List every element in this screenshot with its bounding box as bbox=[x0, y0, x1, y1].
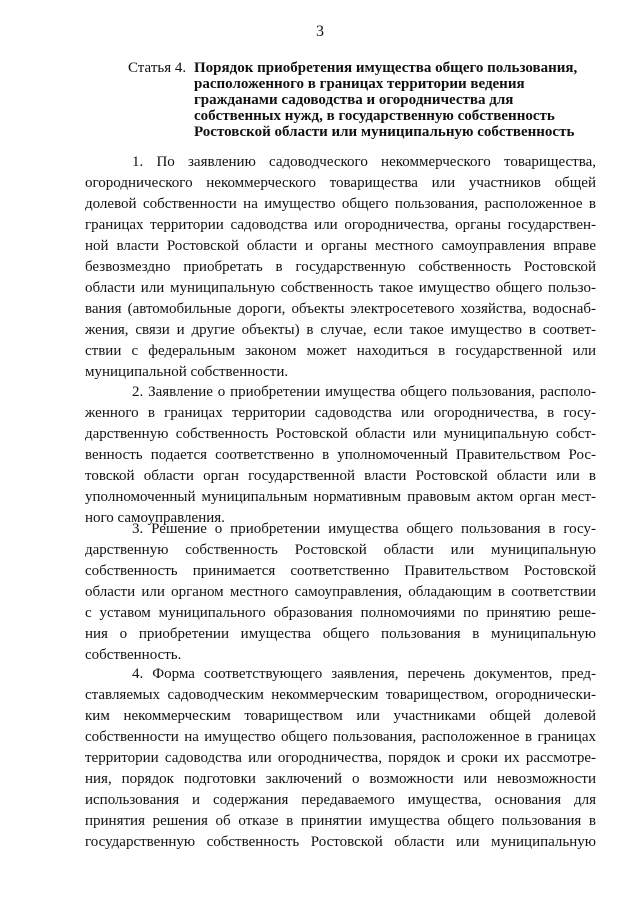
text-line: ния о приобретении имущества общего пользования в муниципальную bbox=[85, 626, 596, 642]
text-line: собственность. bbox=[85, 647, 182, 663]
text-line: ной власти Ростовской области и органы местного самоуправления вправе bbox=[85, 238, 596, 254]
text-line: ким некоммерческим товариществом или участниками общей долевой bbox=[85, 708, 596, 724]
paragraph-4 bbox=[85, 664, 596, 853]
text-line: принятия решения об отказе в принятии имущества общего пользования в bbox=[85, 813, 596, 829]
text-line: собственность принимается соответственно Правительством Ростовской bbox=[85, 563, 596, 579]
text-line: ствии с федеральным законом может находиться в государственной или bbox=[85, 343, 596, 359]
text-line: ния, порядок подготовки заключений о возможности или невозможности bbox=[85, 771, 596, 787]
text-line: вания (автомобильные дороги, объекты электросетевого хозяйства, водоснаб- bbox=[85, 301, 596, 317]
text-line: области или органом местного самоуправления, обладающим в соответствии bbox=[85, 584, 596, 600]
text-line: собственности на имущество общего пользования, расположенное в границах bbox=[85, 729, 596, 745]
article-title-line: расположенного в границах территории ведения bbox=[194, 76, 525, 92]
text-line: огороднического некоммерческого товарищества или участников общей bbox=[85, 175, 596, 191]
text-line: государственную собственность Ростовской области или муниципальную bbox=[85, 834, 596, 850]
text-line: 1. По заявлению садоводческого некоммерческого товарищества, bbox=[132, 154, 596, 170]
article-title-line: гражданами садоводства и огородничества для bbox=[194, 92, 514, 108]
text-line: муниципальной собственности. bbox=[85, 364, 289, 380]
text-line: 4. Форма соответствующего заявления, перечень документов, пред- bbox=[132, 666, 596, 682]
text-line: дарственную собственность Ростовской области или муниципальную bbox=[85, 542, 596, 558]
text-line: товской области орган государственной власти Ростовской области или в bbox=[85, 468, 596, 484]
text-line: 3. Решение о приобретении имущества общего пользования в госу- bbox=[132, 521, 596, 537]
paragraph-2 bbox=[85, 382, 596, 529]
text-line: дарственную собственность Ростовской области или муниципальную собст- bbox=[85, 426, 596, 442]
article-title bbox=[194, 60, 598, 140]
text-line: ного самоуправления. bbox=[85, 510, 225, 526]
article-label: Статья 4. bbox=[128, 60, 187, 76]
article-title-line: Порядок приобретения имущества общего пользования, bbox=[194, 60, 578, 76]
text-line: 2. Заявление о приобретении имущества общего пользования, располо- bbox=[132, 384, 596, 400]
text-line: границах территории садоводства или огородничества, органы государствен- bbox=[85, 217, 596, 233]
text-line: женного в границах территории садоводства или огородничества, в госу- bbox=[85, 405, 596, 421]
text-line: использования и содержания передаваемого имущества, основания для bbox=[85, 792, 596, 808]
text-line: территории садоводства или огородничества, порядок и сроки их рассмотре- bbox=[85, 750, 596, 766]
text-line: безвозмездно приобретать в государственную собственность Ростовской bbox=[85, 259, 596, 275]
paragraph-3 bbox=[85, 519, 596, 666]
paragraph-1 bbox=[85, 152, 596, 383]
article-heading bbox=[128, 60, 598, 140]
text-line: жения, связи и другие объекты) в случае, если такое имущество в соответ- bbox=[85, 322, 596, 338]
text-line: ставляемых садоводческим некоммерческим товариществом, огороднически- bbox=[85, 687, 596, 703]
text-line: уполномоченный муниципальным нормативным правовым актом орган мест- bbox=[85, 489, 596, 505]
text-line: венность подается соответственно в уполномоченный Правительством Рос- bbox=[85, 447, 596, 463]
article-title-line: собственных нужд, в государственную собственность bbox=[194, 108, 555, 124]
text-line: долевой собственности на имущество общего пользования, расположенное в bbox=[85, 196, 596, 212]
article-title-line: Ростовской области или муниципальную собственность bbox=[194, 124, 575, 140]
text-line: с уставом муниципального образования полномочиями по принятию реше- bbox=[85, 605, 596, 621]
text-line: области или муниципальную собственность такое имущество общего пользо- bbox=[85, 280, 596, 296]
page-number: 3 bbox=[316, 23, 324, 40]
